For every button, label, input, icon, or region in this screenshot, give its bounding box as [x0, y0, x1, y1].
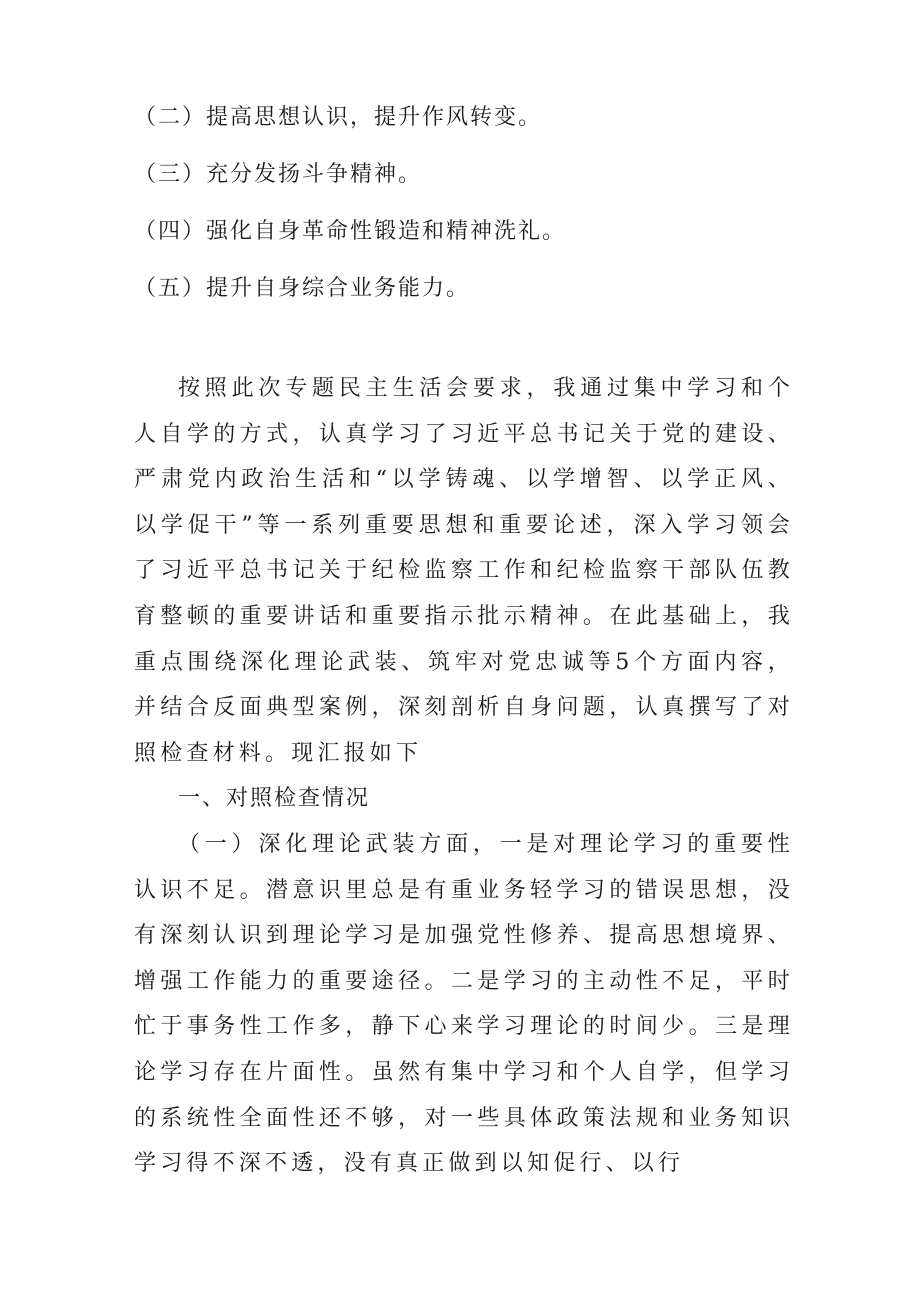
list-item: （二）提高思想认识，提升作风转变。	[134, 105, 543, 130]
intro-paragraph: 按照此次专题民主生活会要求，我通过集中学习和个人自学的方式，认真学习了习近平总书记关于党的建设、严肃党内政治生活和“以学铸魂、以学增智、以学正风、以学促干”等一系列重要思想和重要论述，深入学习领会了习近平总书记关于纪检监察工作和纪检监察干部队伍教育整顿的重要讲话和重要指示批示精神。在此基础上，我重点围绕深化理论武装、筑牢对党忠诚等5个方面内容，并结合反面典型案例，深刻剖析自身问题，认真撰写了对照检查材料。现汇报如下	[134, 376, 794, 766]
list-item: （五）提升自身综合业务能力。	[134, 276, 471, 301]
measures-list	[134, 96, 814, 324]
list-item: （三）充分发扬斗争精神。	[134, 162, 423, 187]
list-item: （四）强化自身革命性锻造和精神洗礼。	[134, 219, 567, 244]
section-heading: 一、对照检查情况	[178, 786, 371, 812]
section-paragraph: （一）深化理论武装方面，一是对理论学习的重要性认识不足。潜意识里总是有重业务轻学习的错误思想，没有深刻认识到理论学习是加强党性修养、提高思想境界、增强工作能力的重要途径。二是学习的主动性不足，平时忙于事务性工作多，静下心来学习理论的时间少。三是理论学习存在片面性。虽然有集中学习和个人自学，但学习的系统性全面性还不够，对一些具体政策法规和业务知识学习得不深不透，没有真正做到以知促行、以行	[134, 831, 794, 1177]
document-body	[134, 366, 794, 1187]
